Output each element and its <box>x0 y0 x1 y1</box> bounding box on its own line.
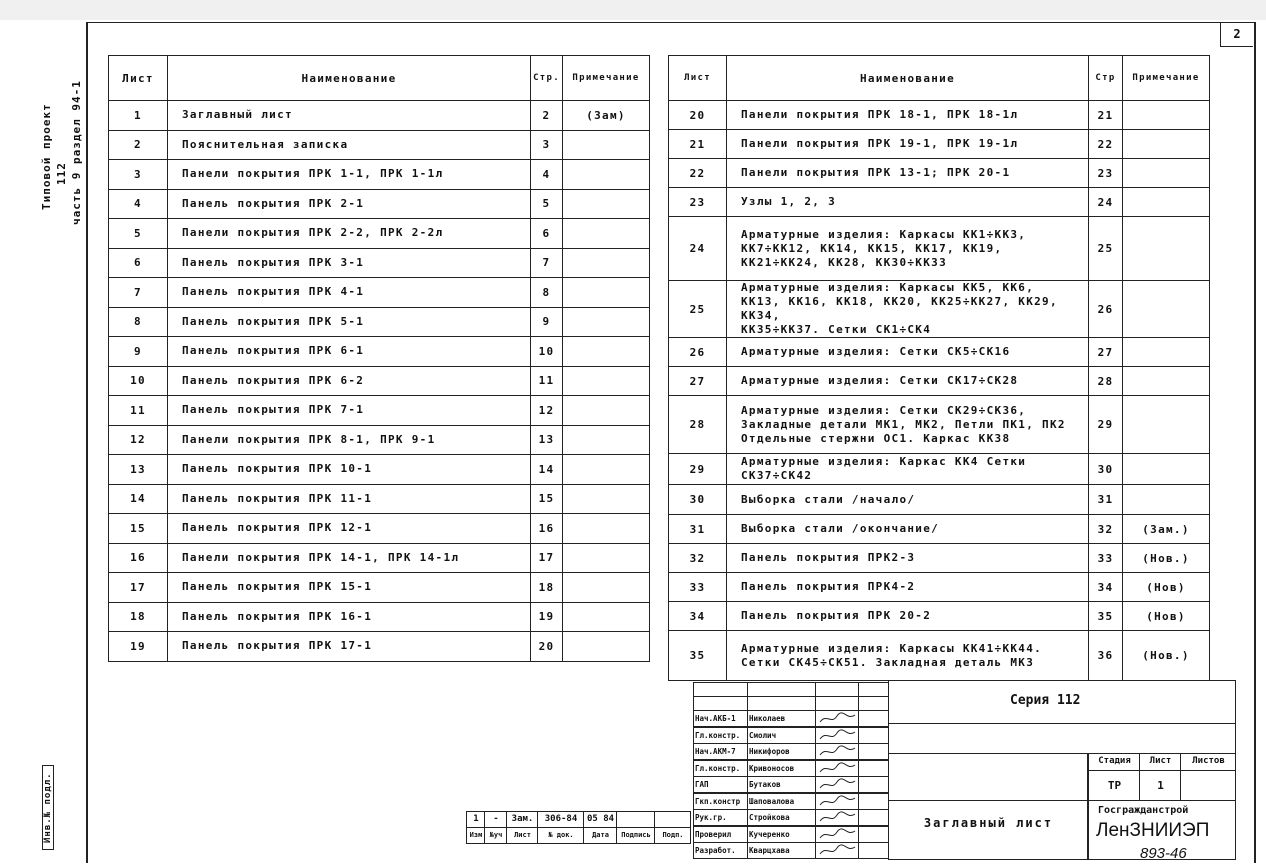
signature-icon <box>815 710 859 727</box>
blank-cell <box>888 723 1236 754</box>
page-cell: 20 <box>531 632 563 662</box>
signatory-name: Кучеренко <box>747 826 816 843</box>
note-cell: (Нов.) <box>1123 544 1210 573</box>
name-cell: Узлы 1, 2, 3 <box>727 188 1089 217</box>
name-cell: Панель покрытия ПРК 2-1 <box>168 189 531 219</box>
name-cell: Панель покрытия ПРК4-2 <box>727 573 1089 602</box>
name-cell: Арматурные изделия: Сетки СК29÷СК36, Закладные детали МК1, МК2, Петли ПК1, ПК2 Отдельные стержни ОС1. Каркас КК38 <box>727 396 1089 454</box>
sheet-number: 2 <box>1220 22 1253 47</box>
note-cell <box>563 307 650 337</box>
name-cell: Панели покрытия ПРК 13-1; ПРК 20-1 <box>727 159 1089 188</box>
table-row <box>109 130 650 160</box>
sheet-number-cell: 10 <box>109 366 168 396</box>
page-cell: 15 <box>531 484 563 514</box>
header-note: Примечание <box>1123 56 1210 101</box>
note-cell <box>563 425 650 455</box>
note-cell <box>1123 485 1210 515</box>
blank-cell <box>693 696 748 711</box>
blank-cell <box>747 682 816 697</box>
table-row <box>109 543 650 573</box>
header-note: Примечание <box>563 56 650 101</box>
table-row <box>669 485 1210 515</box>
page-cell: 29 <box>1089 396 1123 454</box>
name-cell: Панель покрытия ПРК 12-1 <box>168 514 531 544</box>
sheet-number-cell: 22 <box>669 159 727 188</box>
table-row <box>669 281 1210 338</box>
page-cell: 10 <box>531 337 563 367</box>
table-row <box>109 573 650 603</box>
sheet-number-cell: 18 <box>109 602 168 632</box>
page-cell: 16 <box>531 514 563 544</box>
sheet-number-cell: 26 <box>669 338 727 367</box>
blank-cell <box>858 696 889 711</box>
signature-icon <box>815 776 859 793</box>
note-cell <box>1123 188 1210 217</box>
sheet-number-cell: 28 <box>669 396 727 454</box>
margin-inv-label: Инв.№ подл. <box>42 765 54 850</box>
page-cell: 27 <box>1089 338 1123 367</box>
note-cell: (Нов.) <box>1123 631 1210 681</box>
name-cell: Панель покрытия ПРК2-3 <box>727 544 1089 573</box>
sheet-number-cell: 19 <box>109 632 168 662</box>
page-cell: 36 <box>1089 631 1123 681</box>
note-cell <box>563 632 650 662</box>
sheet-number-cell: 16 <box>109 543 168 573</box>
table-row <box>109 425 650 455</box>
name-cell: Панель покрытия ПРК 6-2 <box>168 366 531 396</box>
sheet-number-cell: 29 <box>669 454 727 485</box>
sheet-number-cell: 34 <box>669 602 727 631</box>
sheet-number-cell: 11 <box>109 396 168 426</box>
table-row <box>669 217 1210 281</box>
note-cell <box>1123 130 1210 159</box>
header-name: Наименование <box>168 56 531 101</box>
signature-icon <box>815 760 859 777</box>
note-cell <box>563 514 650 544</box>
sheet-number-cell: 33 <box>669 573 727 602</box>
page-cell: 31 <box>1089 485 1123 515</box>
margin-project-number: 112 <box>55 162 68 185</box>
sheet-label: Лист <box>1139 753 1181 771</box>
sheet-number-cell: 7 <box>109 278 168 308</box>
blank-cell <box>858 826 889 843</box>
page-cell: 23 <box>1089 159 1123 188</box>
table-row <box>669 338 1210 367</box>
note-cell <box>1123 338 1210 367</box>
signatory-name: Смолич <box>747 727 816 744</box>
table-row <box>109 101 650 131</box>
note-cell: (Зам.) <box>1123 515 1210 544</box>
page-cell: 13 <box>531 425 563 455</box>
blank-cell <box>858 743 889 760</box>
name-cell: Выборка стали /окончание/ <box>727 515 1089 544</box>
table-row <box>109 248 650 278</box>
name-cell: Панели покрытия ПРК 1-1, ПРК 1-1л <box>168 160 531 190</box>
note-cell <box>1123 396 1210 454</box>
note-cell <box>1123 159 1210 188</box>
header-page: Стр. <box>531 56 563 101</box>
signatory-name: Кварцхава <box>747 842 816 859</box>
revision-value <box>616 811 655 828</box>
sheet-number-cell: 25 <box>669 281 727 338</box>
sheet-number-cell: 30 <box>669 485 727 515</box>
note-cell: (Нов) <box>1123 602 1210 631</box>
sheet-number-cell: 27 <box>669 367 727 396</box>
note-cell <box>563 484 650 514</box>
blank-cell <box>858 710 889 727</box>
revision-value: - <box>484 811 507 828</box>
sheet-number-cell: 14 <box>109 484 168 514</box>
name-cell: Пояснительная записка <box>168 130 531 160</box>
signature-icon <box>815 826 859 843</box>
name-cell: Панель покрытия ПРК 4-1 <box>168 278 531 308</box>
sheet-number-cell: 24 <box>669 217 727 281</box>
signatory-role: Нач.АКМ-7 <box>693 743 748 760</box>
name-cell: Панель покрытия ПРК 15-1 <box>168 573 531 603</box>
name-cell: Панель покрытия ПРК 17-1 <box>168 632 531 662</box>
name-cell: Панели покрытия ПРК 19-1, ПРК 19-1л <box>727 130 1089 159</box>
name-cell: Панель покрытия ПРК 7-1 <box>168 396 531 426</box>
page-cell: 3 <box>531 130 563 160</box>
table-header <box>669 56 1210 101</box>
sheet-number-cell: 15 <box>109 514 168 544</box>
page-cell: 24 <box>1089 188 1123 217</box>
stage-value: ТР <box>1088 770 1140 801</box>
name-cell: Арматурные изделия: Каркасы КК41÷КК44. Сетки СК45÷СК51. Закладная деталь МК3 <box>727 631 1089 681</box>
table-row <box>109 189 650 219</box>
signatory-name: Кривоносов <box>747 760 816 777</box>
name-cell: Выборка стали /начало/ <box>727 485 1089 515</box>
note-cell <box>563 396 650 426</box>
viewer-top-bar <box>0 0 1266 20</box>
note-cell <box>563 573 650 603</box>
page-cell: 22 <box>1089 130 1123 159</box>
name-cell: Панель покрытия ПРК 5-1 <box>168 307 531 337</box>
note-cell <box>563 160 650 190</box>
sheet-number-cell: 1 <box>109 101 168 131</box>
sheets-value <box>1180 770 1236 801</box>
signature-icon <box>815 727 859 744</box>
signatory-role: Разработ. <box>693 842 748 859</box>
note-cell <box>1123 281 1210 338</box>
sheet-number-cell: 12 <box>109 425 168 455</box>
revision-value: 1 <box>466 811 485 828</box>
page-cell: 9 <box>531 307 563 337</box>
table-row <box>109 396 650 426</box>
table-row <box>669 396 1210 454</box>
page-cell: 35 <box>1089 602 1123 631</box>
sheet-number-cell: 6 <box>109 248 168 278</box>
table-header <box>109 56 650 101</box>
note-cell <box>563 219 650 249</box>
page-cell: 4 <box>531 160 563 190</box>
name-cell: Арматурные изделия: Каркасы КК5, КК6, КК13, КК16, КК18, КК20, КК25÷КК27, КК29, КК34, КК35÷КК37. Сетки СК1÷СК4 <box>727 281 1089 338</box>
name-cell: Заглавный лист <box>168 101 531 131</box>
note-cell: (Зам) <box>563 101 650 131</box>
table-row <box>109 602 650 632</box>
note-cell <box>563 366 650 396</box>
name-cell: Арматурные изделия: Сетки СК17÷СК28 <box>727 367 1089 396</box>
name-cell: Арматурные изделия: Каркас КК4 Сетки СК37÷СК42 <box>727 454 1089 485</box>
page-cell: 33 <box>1089 544 1123 573</box>
header-sheet: Лист <box>669 56 727 101</box>
blank-cell <box>858 776 889 793</box>
stage-label: Стадия <box>1088 753 1140 771</box>
name-cell: Арматурные изделия: Каркасы КК1÷КК3, КК7÷КК12, КК14, КК15, КК17, КК19, КК21÷КК24, КК28, КК30÷КК33 <box>727 217 1089 281</box>
page-cell: 7 <box>531 248 563 278</box>
note-cell <box>563 278 650 308</box>
page-cell: 2 <box>531 101 563 131</box>
sheet-number-cell: 2 <box>109 130 168 160</box>
signatory-name: Бутаков <box>747 776 816 793</box>
page-cell: 17 <box>531 543 563 573</box>
table-row <box>669 367 1210 396</box>
doc-title: Заглавный лист <box>888 800 1088 860</box>
page-cell: 18 <box>531 573 563 603</box>
signatory-name: Стройкова <box>747 809 816 826</box>
name-cell: Панели покрытия ПРК 2-2, ПРК 2-2л <box>168 219 531 249</box>
name-cell: Панель покрытия ПРК 3-1 <box>168 248 531 278</box>
sheet-number-cell: 3 <box>109 160 168 190</box>
sheet-number-cell: 9 <box>109 337 168 367</box>
signatory-role: Гкп.констр <box>693 793 748 810</box>
note-cell: (Нов) <box>1123 573 1210 602</box>
margin-part: часть 9 раздел 94-1 <box>70 80 83 225</box>
header-sheet: Лист <box>109 56 168 101</box>
page-cell: 34 <box>1089 573 1123 602</box>
signatory-role: Гл.констр. <box>693 760 748 777</box>
page-cell: 28 <box>1089 367 1123 396</box>
table-row <box>109 160 650 190</box>
note-cell <box>1123 454 1210 485</box>
sheet-list-right <box>668 55 1210 681</box>
note-cell <box>563 130 650 160</box>
table-row <box>669 631 1210 681</box>
table-row <box>669 130 1210 159</box>
signatory-role: Рук.гр. <box>693 809 748 826</box>
sheet-number-cell: 23 <box>669 188 727 217</box>
sheet-number-cell: 35 <box>669 631 727 681</box>
page-cell: 8 <box>531 278 563 308</box>
blank-cell <box>888 753 1088 801</box>
note-cell <box>563 337 650 367</box>
name-cell: Панели покрытия ПРК 8-1, ПРК 9-1 <box>168 425 531 455</box>
table-row <box>109 337 650 367</box>
note-cell <box>563 455 650 485</box>
name-cell: Панель покрытия ПРК 6-1 <box>168 337 531 367</box>
page-cell: 12 <box>531 396 563 426</box>
sheet-value: 1 <box>1139 770 1181 801</box>
revision-label: Подпись <box>616 827 655 844</box>
sheet-number-cell: 31 <box>669 515 727 544</box>
series-label: Серия 112 <box>1010 693 1081 708</box>
blank-cell <box>858 809 889 826</box>
signatory-role: Гл.констр. <box>693 727 748 744</box>
table-row <box>669 159 1210 188</box>
page-cell: 14 <box>531 455 563 485</box>
header-page: Стр <box>1089 56 1123 101</box>
table-row <box>109 632 650 662</box>
revision-label: №уч <box>484 827 507 844</box>
sheet-number-cell: 20 <box>669 101 727 130</box>
page-cell: 19 <box>531 602 563 632</box>
name-cell: Панель покрытия ПРК 11-1 <box>168 484 531 514</box>
table-row <box>109 514 650 544</box>
signature-icon <box>815 842 859 859</box>
table-row <box>669 573 1210 602</box>
revision-label: № док. <box>537 827 584 844</box>
signatory-role: ГАП <box>693 776 748 793</box>
page-cell: 32 <box>1089 515 1123 544</box>
note-cell <box>563 248 650 278</box>
header-name: Наименование <box>727 56 1089 101</box>
sheet-number-cell: 32 <box>669 544 727 573</box>
signatory-role: Проверил <box>693 826 748 843</box>
sheet-number-cell: 5 <box>109 219 168 249</box>
blank-cell <box>858 793 889 810</box>
table-row <box>109 278 650 308</box>
note-cell <box>1123 101 1210 130</box>
name-cell: Арматурные изделия: Сетки СК5÷СК16 <box>727 338 1089 367</box>
sheet-number-cell: 17 <box>109 573 168 603</box>
sheet-number-cell: 4 <box>109 189 168 219</box>
revision-label: Лист <box>506 827 538 844</box>
sheets-label: Листов <box>1180 753 1236 771</box>
table-row <box>109 307 650 337</box>
org-line1: Госгражданстрой <box>1098 805 1189 816</box>
signatory-name: Никифоров <box>747 743 816 760</box>
sheet-number-cell: 13 <box>109 455 168 485</box>
signatory-name: Николаев <box>747 710 816 727</box>
blank-cell <box>815 696 859 711</box>
note-cell <box>1123 217 1210 281</box>
name-cell: Панель покрытия ПРК 16-1 <box>168 602 531 632</box>
revision-label: Изм <box>466 827 485 844</box>
table-row <box>109 484 650 514</box>
revision-value: 05 84 <box>583 811 617 828</box>
signatory-role: Нач.АКБ-1 <box>693 710 748 727</box>
table-row <box>109 455 650 485</box>
revision-label: Подп. <box>654 827 691 844</box>
note-cell <box>563 602 650 632</box>
page-cell: 11 <box>531 366 563 396</box>
table-row <box>669 602 1210 631</box>
page-cell: 25 <box>1089 217 1123 281</box>
blank-cell <box>858 842 889 859</box>
table-row <box>109 219 650 249</box>
page-cell: 21 <box>1089 101 1123 130</box>
name-cell: Панели покрытия ПРК 14-1, ПРК 14-1л <box>168 543 531 573</box>
signature-icon <box>815 743 859 760</box>
table-row <box>669 515 1210 544</box>
page-cell: 30 <box>1089 454 1123 485</box>
blank-cell <box>858 727 889 744</box>
org-logo-text: ЛенЗНИИЭП <box>1096 820 1210 841</box>
signatory-name: Шаповалова <box>747 793 816 810</box>
name-cell: Панели покрытия ПРК 18-1, ПРК 18-1л <box>727 101 1089 130</box>
blank-cell <box>858 760 889 777</box>
sheet-list-left <box>108 55 650 662</box>
sheet-number-cell: 8 <box>109 307 168 337</box>
blank-cell <box>693 682 748 697</box>
archive-number: 893-46 <box>1140 845 1187 862</box>
blank-cell <box>858 682 889 697</box>
page-cell: 6 <box>531 219 563 249</box>
table-row <box>669 544 1210 573</box>
note-cell <box>563 543 650 573</box>
name-cell: Панель покрытия ПРК 20-2 <box>727 602 1089 631</box>
signature-icon <box>815 793 859 810</box>
page-cell: 26 <box>1089 281 1123 338</box>
table-row <box>669 101 1210 130</box>
blank-cell <box>747 696 816 711</box>
note-cell <box>563 189 650 219</box>
name-cell: Панель покрытия ПРК 10-1 <box>168 455 531 485</box>
sheet-number-cell: 21 <box>669 130 727 159</box>
table-row <box>109 366 650 396</box>
revision-value <box>654 811 691 828</box>
revision-label: Дата <box>583 827 617 844</box>
signature-icon <box>815 809 859 826</box>
margin-project: Типовой проект <box>40 103 53 210</box>
page-cell: 5 <box>531 189 563 219</box>
blank-cell <box>815 682 859 697</box>
revision-value: Зам. <box>506 811 538 828</box>
table-row <box>669 188 1210 217</box>
table-row <box>669 454 1210 485</box>
note-cell <box>1123 367 1210 396</box>
revision-value: 306-84 <box>537 811 584 828</box>
